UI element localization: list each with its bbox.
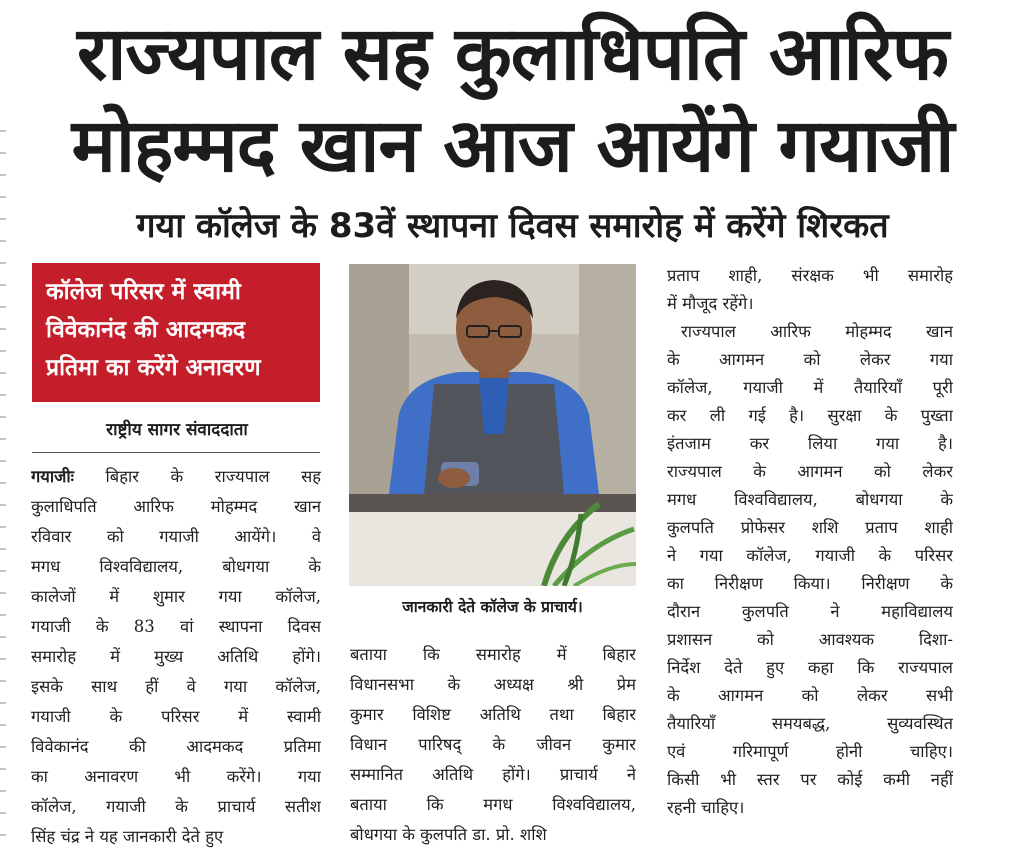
article-line: सम्मानित अतिथि होंगे। प्राचार्य ने xyxy=(350,765,636,784)
article-line: किसी भी स्तर पर कोई कमी नहीं xyxy=(667,770,953,789)
article-line: का निरीक्षण किया। निरीक्षण के xyxy=(667,574,953,593)
article-column-2 xyxy=(350,640,636,850)
article-line: समारोह में मुख्य अतिथि होंगे। xyxy=(31,647,321,666)
article-line: के आगमन को लेकर सभी xyxy=(667,686,953,705)
photo-caption: जानकारी देते कॉलेज के प्राचार्य। xyxy=(402,598,583,616)
article-line: ने गया कॉलेज, गयाजी के परिसर xyxy=(667,546,953,565)
article-line: बताया कि मगध विश्वविद्यालय, xyxy=(350,795,636,814)
article-line: प्रशासन को आवश्यक दिशा- xyxy=(667,630,953,649)
headline-line-2: मोहम्मद खान आज आयेंगे गयाजी xyxy=(71,103,954,189)
article-line: तैयारियाँ समयबद्ध, सुव्यवस्थित xyxy=(667,714,953,733)
article-line: कुमार विशिष्ट अतिथि तथा बिहार xyxy=(350,705,636,724)
article-line: इसके साथ हीं वे गया कॉलेज, xyxy=(31,677,321,696)
article-line xyxy=(31,462,321,492)
article-line: कुलपति प्रोफेसर शशि प्रताप शाही xyxy=(667,518,953,537)
news-photo xyxy=(349,264,636,586)
article-line: का अनावरण भी करेंगे। गया xyxy=(31,767,321,786)
article-line: बताया कि समारोह में बिहार xyxy=(350,645,636,664)
article-line: निर्देश देते हुए कहा कि राज्यपाल xyxy=(667,658,953,677)
article-line: मगध विश्वविद्यालय, बोधगया के xyxy=(667,490,953,509)
headline-line-1: राज्यपाल सह कुलाधिपति आरिफ xyxy=(77,11,948,97)
dateline: गयाजीः xyxy=(31,467,74,486)
highlight-line: प्रतिमा का करेंगे अनावरण xyxy=(46,355,261,381)
byline: राष्ट्रीय सागर संवाददाता xyxy=(106,420,248,440)
highlight-line: कॉलेज परिसर में स्वामी xyxy=(46,279,241,305)
article-line: सिंह चंद्र ने यह जानकारी देते हुए xyxy=(31,827,224,846)
article-line: कर ली गई है। सुरक्षा के पुख्ता xyxy=(667,406,953,425)
article-column-1 xyxy=(31,462,321,852)
highlight-line: विवेकानंद की आदमकद xyxy=(46,317,246,343)
article-line: रहनी चाहिए। xyxy=(667,798,745,817)
article-line: विवेकानंद की आदमकद प्रतिमा xyxy=(31,737,321,756)
article-line: रविवार को गयाजी आयेंगे। वे xyxy=(31,527,321,546)
article-line: राज्यपाल के आगमन को लेकर xyxy=(667,462,953,481)
article-line: कुलाधिपति आरिफ मोहम्मद खान xyxy=(31,497,321,516)
photo-illustration xyxy=(349,264,636,586)
article-line: विधान पारिषद् के जीवन कुमार xyxy=(350,735,636,754)
article-column-3 xyxy=(667,262,953,822)
article-line: कॉलेज, गयाजी के प्राचार्य सतीश xyxy=(31,797,321,816)
article-line: मगध विश्वविद्यालय, बोधगया के xyxy=(31,557,321,576)
byline-divider xyxy=(32,452,320,453)
article-line: में मौजूद रहेंगे। xyxy=(667,294,754,313)
highlight-box xyxy=(32,263,320,402)
article-line: कालेजों में शुमार गया कॉलेज, xyxy=(31,587,321,606)
article-line: दौरान कुलपति ने महाविद्यालय xyxy=(667,602,953,621)
article-line: गयाजी के परिसर में स्वामी xyxy=(31,707,321,726)
article-line: एवं गरिमापूर्ण होनी चाहिए। xyxy=(667,742,953,761)
article-line: इंतजाम कर लिया गया है। xyxy=(667,434,953,453)
article-line: विधानसभा के अध्यक्ष श्री प्रेम xyxy=(350,675,636,694)
article-line: कॉलेज, गयाजी में तैयारियाँ पूरी xyxy=(667,378,953,397)
subheadline: गया कॉलेज के 83वें स्थापना दिवस समारोह में करेंगे शिरकत xyxy=(136,206,889,246)
article-line-text: बिहार के राज्यपाल सह xyxy=(105,467,321,486)
article-line: गयाजी के 83 वां स्थापना दिवस xyxy=(31,617,321,636)
article-line: प्रताप शाही, संरक्षक भी समारोह xyxy=(667,266,953,285)
article-line: राज्यपाल आरिफ मोहम्मद खान xyxy=(681,322,953,341)
article-line: के आगमन को लेकर गया xyxy=(667,350,953,369)
article-line: बोधगया के कुलपति डा. प्रो. शशि xyxy=(350,825,547,844)
